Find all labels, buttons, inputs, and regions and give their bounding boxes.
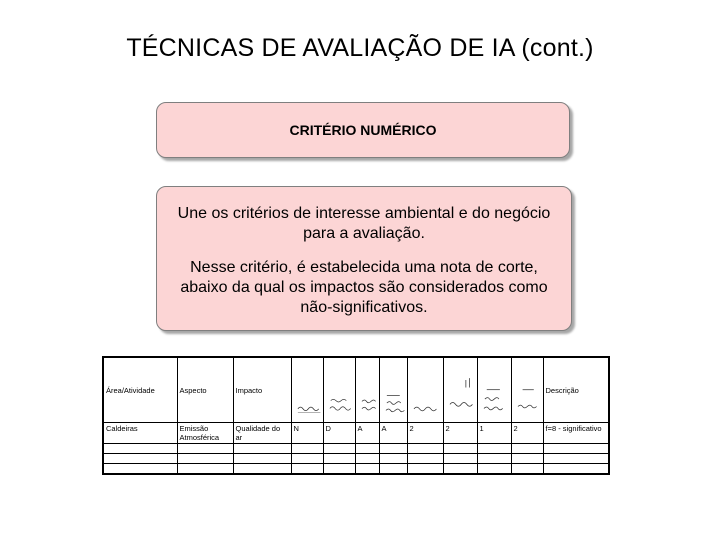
header-impacto: Impacto bbox=[233, 357, 291, 423]
header-area-atividade: Área/Atividade bbox=[103, 357, 177, 423]
header-vertical-7 bbox=[477, 357, 511, 423]
criterion-header-box bbox=[156, 102, 570, 158]
illegible-header-text bbox=[483, 385, 512, 415]
table-row bbox=[103, 444, 609, 454]
page-title: TÉCNICAS DE AVALIAÇÃO DE IA (cont.) bbox=[126, 34, 594, 62]
cell-aspecto: Emissão Atmosférica bbox=[177, 423, 233, 444]
header-vertical-3 bbox=[355, 357, 379, 423]
illegible-header-text bbox=[361, 395, 380, 415]
cell-criterion-1: N bbox=[291, 423, 323, 444]
header-vertical-1 bbox=[291, 357, 323, 423]
table-header-row bbox=[103, 357, 609, 423]
illegible-header-text bbox=[413, 401, 443, 415]
header-vertical-2 bbox=[323, 357, 355, 423]
cell-criterion-2: D bbox=[323, 423, 355, 444]
description-paragraph-1: Une os critérios de interesse ambiental e do negócio para a avaliação. bbox=[177, 205, 551, 242]
header-vertical-6 bbox=[443, 357, 477, 423]
description-paragraph-2: Nesse critério, é estabelecida uma nota de corte, abaixo da qual os impactos são considerados como não-significativos. bbox=[180, 259, 548, 316]
cell-criterion-3: A bbox=[355, 423, 379, 444]
table-row bbox=[103, 423, 609, 444]
cell-score-1: 2 bbox=[407, 423, 443, 444]
illegible-header-text bbox=[517, 385, 544, 415]
illegible-header-text bbox=[449, 375, 478, 415]
header-vertical-4 bbox=[379, 357, 407, 423]
illegible-header-text bbox=[329, 395, 355, 415]
header-aspecto: Aspecto bbox=[177, 357, 233, 423]
cell-descricao: f=8 - significativo bbox=[543, 423, 609, 444]
criterion-header-label: CRITÉRIO NUMÉRICO bbox=[289, 122, 437, 138]
header-vertical-5 bbox=[407, 357, 443, 423]
criterion-description-box bbox=[156, 186, 572, 331]
table-row bbox=[103, 464, 609, 475]
impact-matrix-table bbox=[102, 356, 610, 475]
cell-impacto: Qualidade do ar bbox=[233, 423, 291, 444]
cell-score-3: 1 bbox=[477, 423, 511, 444]
cell-score-4: 2 bbox=[511, 423, 543, 444]
table-row bbox=[103, 454, 609, 464]
cell-score-2: 2 bbox=[443, 423, 477, 444]
illegible-header-text bbox=[385, 391, 408, 415]
illegible-header-text bbox=[297, 401, 323, 415]
header-vertical-8 bbox=[511, 357, 543, 423]
header-descricao: Descrição bbox=[543, 357, 609, 423]
cell-area: Caldeiras bbox=[103, 423, 177, 444]
cell-criterion-4: A bbox=[379, 423, 407, 444]
